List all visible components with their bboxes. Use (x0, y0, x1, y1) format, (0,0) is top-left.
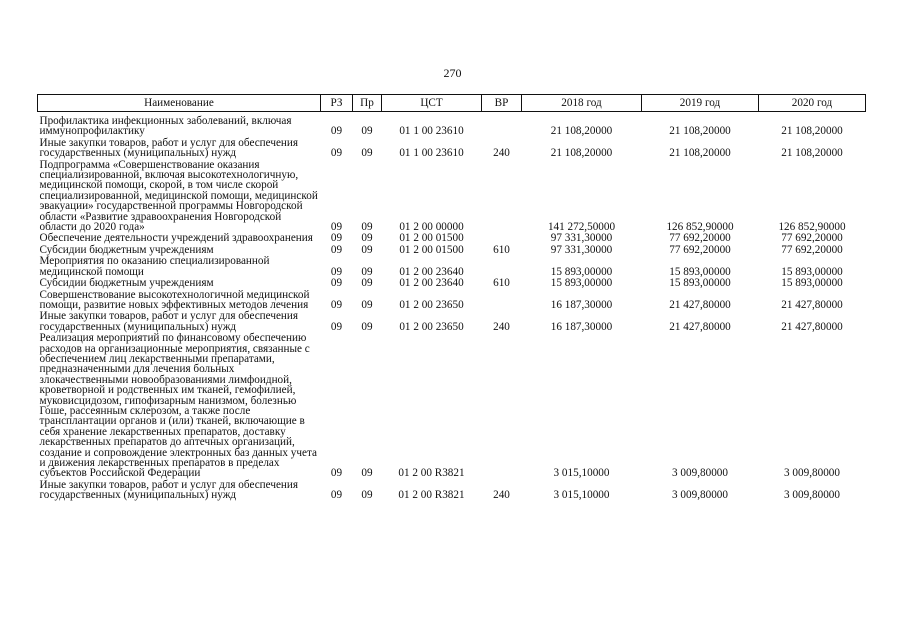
header-cst: ЦСТ (382, 95, 482, 112)
cell-rz: 09 (330, 221, 343, 234)
cell-vr (482, 256, 522, 278)
cell-name: Субсидии бюджетным учреждениям (39, 277, 214, 290)
cell-2018: 16 187,30000 (550, 298, 613, 311)
page-number: 270 (443, 66, 462, 80)
table-row (38, 333, 866, 480)
cell-vr: 240 (493, 489, 510, 502)
cell-2018: 141 272,50000 (547, 221, 616, 234)
cell-2020: 21 108,20000 (781, 125, 843, 138)
cell-pr: 09 (361, 243, 373, 256)
cell-2019: 77 692,20000 (669, 232, 731, 245)
cell-name: Субсидии бюджетным учреждениям (39, 243, 214, 256)
header-2018: 2018 год (522, 95, 642, 112)
cell-2019: 3 009,80000 (672, 489, 728, 502)
cell-2019: 21 108,20000 (669, 147, 731, 160)
cell-rz: 09 (330, 147, 343, 160)
cell-2020: 77 692,20000 (781, 232, 843, 245)
cell-2019: 21 108,20000 (669, 125, 731, 138)
table-row (38, 311, 866, 333)
cell-rz: 09 (330, 298, 343, 311)
cell-2020: 21 108,20000 (781, 147, 843, 160)
cell-cst: 01 2 00 01500 (399, 232, 464, 245)
cell-pr: 09 (361, 125, 373, 138)
cell-vr (482, 160, 522, 234)
header-pr: Пр (353, 95, 382, 112)
cell-rz: 09 (330, 125, 343, 138)
header-2020: 2020 год (759, 95, 866, 112)
header-2019: 2019 год (642, 95, 759, 112)
cell-2020: 21 427,80000 (781, 320, 843, 333)
cell-2019: 3 009,80000 (672, 467, 728, 480)
cell-2019: 77 692,20000 (669, 243, 731, 256)
cell-2018: 21 108,20000 (550, 125, 613, 138)
cell-2018: 97 331,30000 (550, 243, 613, 256)
cell-name: Подпрограмма «Совершенствование оказания специализированной, включая высокотехнологичную, медицинской помощи, скорой, в том числе скорой специализированной, медицинской помощи, медицинской эвакуации» государственной программы Новгородской области «Развитие здравоохранения Новгородской области до 2020 года» (39, 158, 318, 234)
table-row (38, 138, 866, 160)
budget-table (37, 94, 866, 502)
cell-2019: 21 427,80000 (669, 320, 731, 333)
table-row (38, 290, 866, 312)
cell-rz: 09 (330, 277, 343, 290)
cell-2018: 97 331,30000 (550, 232, 613, 245)
cell-vr (482, 333, 522, 480)
cell-2019: 126 852,90000 (666, 221, 734, 234)
cell-name: Иные закупки товаров, работ и услуг для обеспечения государственных (муниципальных) нужд (39, 478, 299, 502)
cell-2020: 15 893,00000 (781, 277, 843, 290)
cell-pr: 09 (361, 232, 373, 245)
cell-cst: 01 1 00 23610 (399, 125, 464, 138)
cell-pr: 09 (361, 221, 373, 234)
cell-vr (482, 112, 522, 138)
table-row (38, 256, 866, 278)
table-row (38, 480, 866, 502)
cell-cst: 01 2 00 23650 (399, 320, 464, 333)
cell-pr: 09 (361, 147, 373, 160)
cell-cst: 01 2 00 R3821 (398, 489, 465, 502)
table-header (38, 95, 866, 112)
cell-2019: 21 427,80000 (669, 298, 731, 311)
cell-cst: 01 2 00 23640 (399, 277, 464, 290)
cell-2020: 126 852,90000 (778, 221, 846, 234)
cell-rz: 09 (330, 320, 343, 333)
cell-pr: 09 (361, 320, 373, 333)
cell-rz: 09 (330, 489, 343, 502)
header-vr: ВР (482, 95, 522, 112)
header-name: Наименование (38, 95, 321, 112)
cell-name: Иные закупки товаров, работ и услуг для обеспечения государственных (муниципальных) нужд (39, 136, 299, 160)
cell-name: Совершенствование высокотехнологичной медицинской помощи, развитие новых эффективных методов лечения (39, 288, 310, 311)
table-row (38, 278, 866, 289)
cell-rz: 09 (330, 265, 343, 278)
cell-cst: 01 1 00 23610 (399, 147, 464, 160)
cell-2018: 3 015,10000 (553, 467, 610, 480)
cell-2018: 21 108,20000 (550, 147, 613, 160)
cell-name: Реализация мероприятий по финансовому обеспечению расходов на организационные мероприятия, связанные с обеспечением лиц лекарственными препаратами, предназначенными для лечения больных злокачественными новообразованиями лимфоидной, кроветворной и родственных им тканей, гемофилией, муковисцидозом, гипофизарным нанизмом, болезнью Гоше, рассеянным склерозом, а также после трансплантации органов и (или) тканей, включающие в себя хранение лекарственных препаратов, доставку лекарственных препаратов до аптечных организаций, создание и сопровождение электронных баз данных учета и движения лекарственных препаратов в пределах субъектов Российской Федерации (39, 332, 317, 480)
cell-pr: 09 (361, 277, 373, 290)
header-rz: РЗ (321, 95, 353, 112)
cell-2019: 15 893,00000 (669, 265, 731, 278)
cell-cst: 01 2 00 R3821 (398, 467, 465, 480)
cell-pr: 09 (361, 298, 373, 311)
cell-pr: 09 (361, 265, 373, 278)
cell-name: Иные закупки товаров, работ и услуг для обеспечения государственных (муниципальных) нужд (39, 310, 299, 333)
cell-2020: 3 009,80000 (784, 467, 840, 480)
table-body (38, 112, 866, 502)
cell-2019: 15 893,00000 (669, 277, 731, 290)
table-row (38, 112, 866, 138)
cell-pr: 09 (361, 467, 373, 480)
cell-rz: 09 (330, 467, 343, 480)
cell-pr: 09 (361, 489, 373, 502)
cell-vr: 240 (493, 320, 510, 333)
cell-name: Профилактика инфекционных заболеваний, включая иммунопрофилактику (39, 115, 292, 138)
cell-name: Обеспечение деятельности учреждений здравоохранения (39, 232, 313, 245)
cell-2018: 16 187,30000 (550, 320, 613, 333)
cell-2018: 15 893,00000 (550, 265, 613, 278)
cell-2020: 21 427,80000 (781, 298, 843, 311)
cell-cst: 01 2 00 01500 (399, 243, 464, 256)
cell-vr (482, 290, 522, 312)
cell-cst: 01 2 00 23650 (399, 298, 464, 311)
cell-rz: 09 (330, 232, 343, 245)
cell-vr: 610 (493, 243, 510, 256)
cell-2020: 3 009,80000 (784, 489, 840, 502)
table-row (38, 160, 866, 234)
cell-cst: 01 2 00 23640 (399, 265, 464, 278)
cell-rz: 09 (330, 243, 343, 256)
cell-2018: 3 015,10000 (553, 489, 610, 502)
cell-vr: 610 (493, 277, 510, 290)
cell-cst: 01 2 00 00000 (399, 221, 464, 234)
cell-vr: 240 (493, 147, 510, 160)
cell-2018: 15 893,00000 (550, 277, 613, 290)
cell-name: Мероприятия по оказанию специализированной медицинской помощи (39, 255, 270, 278)
cell-2020: 77 692,20000 (781, 243, 843, 256)
cell-2020: 15 893,00000 (781, 265, 843, 278)
